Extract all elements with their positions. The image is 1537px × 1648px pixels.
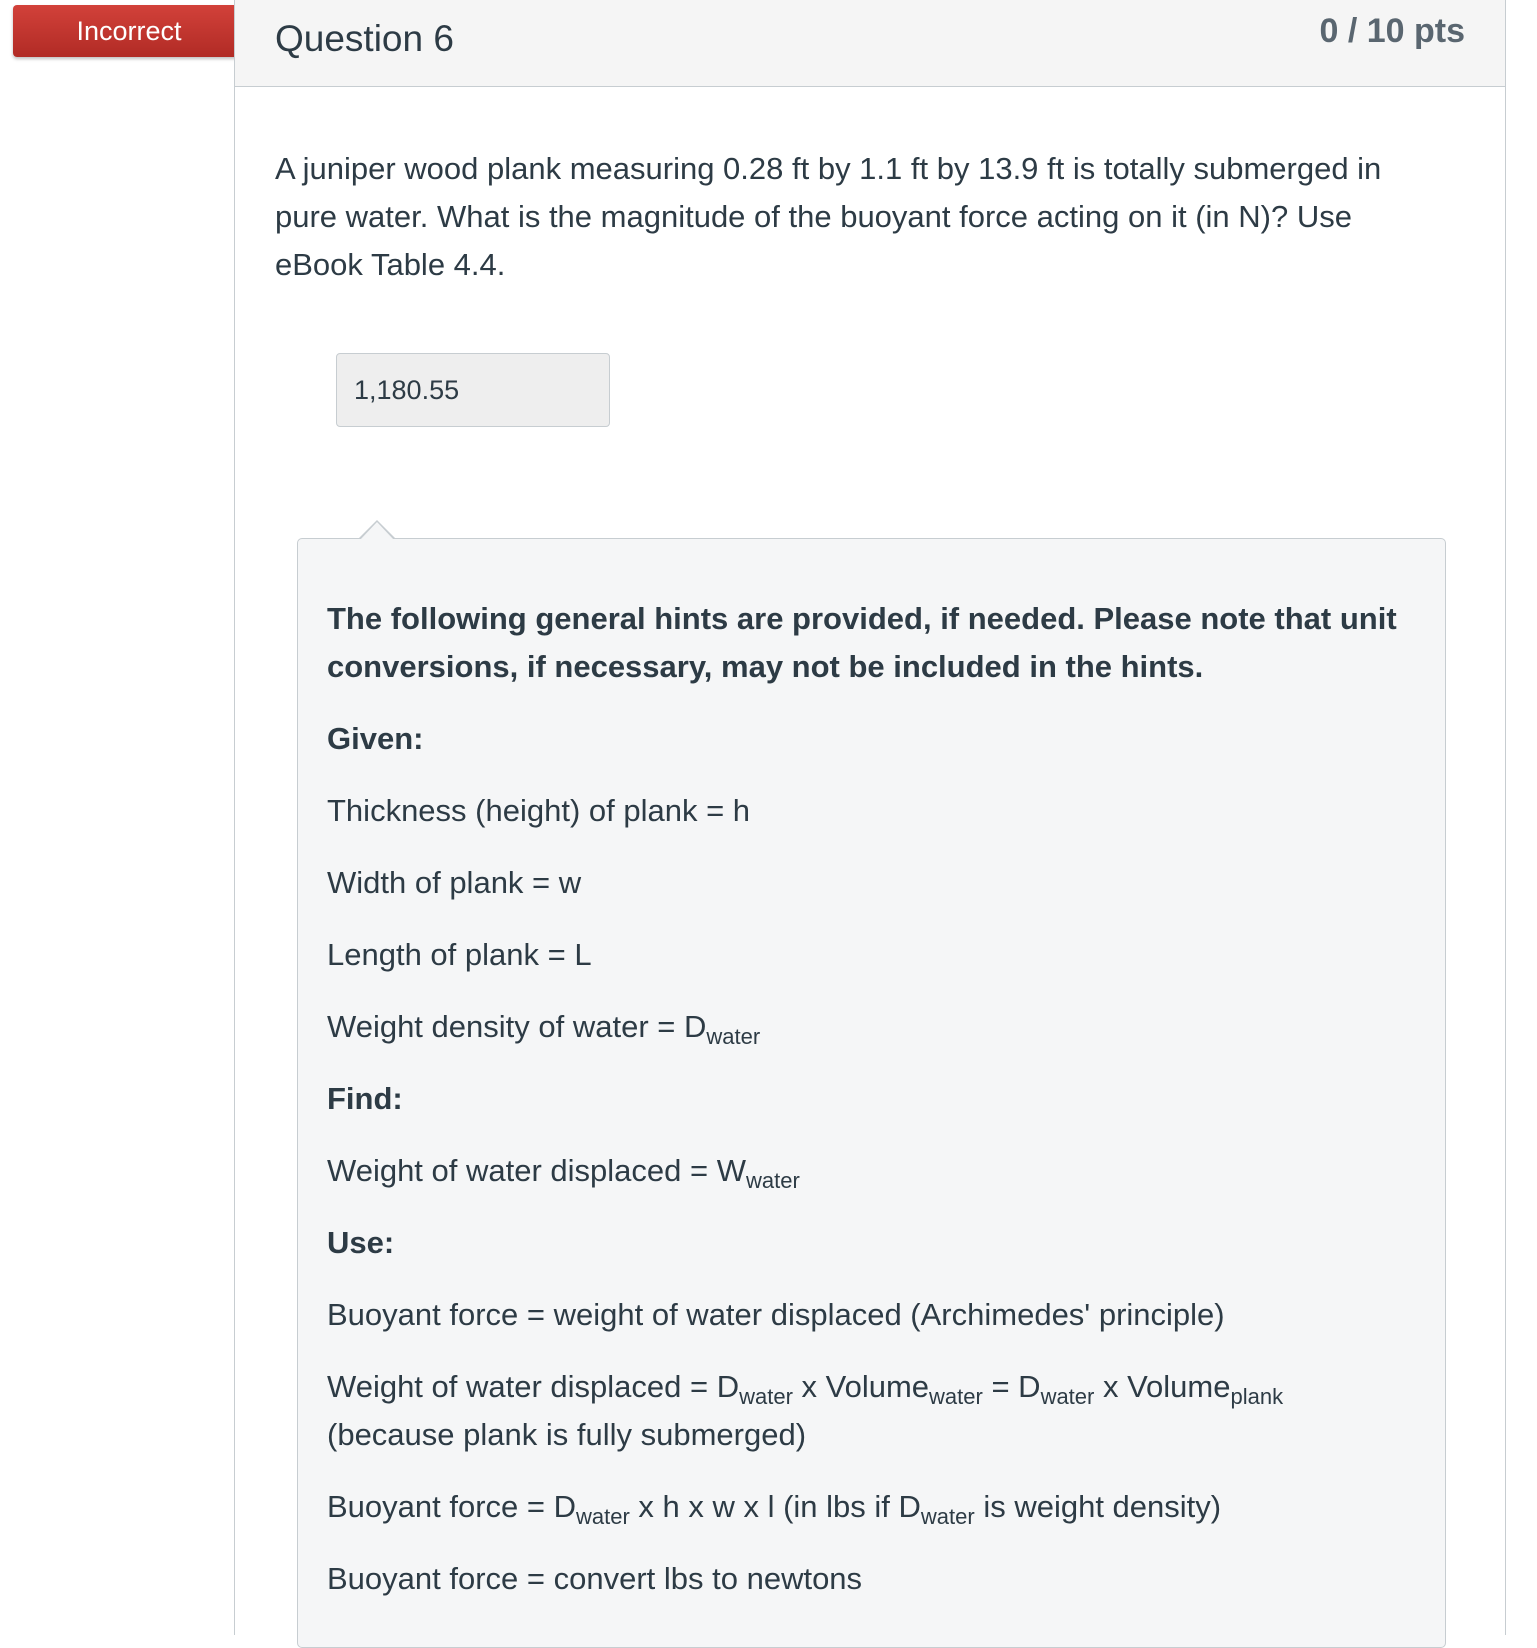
formula-text: x h x w x l (in lbs if D — [629, 1489, 921, 1524]
status-badge-label: Incorrect — [76, 16, 182, 46]
formula-text: x Volume — [1094, 1369, 1231, 1404]
question-title: Question 6 — [275, 18, 454, 59]
use-heading: Use: — [327, 1225, 395, 1260]
hint-pointer-fill — [360, 522, 394, 540]
hints-panel — [297, 538, 1446, 1648]
given-density-text: Weight density of water = D — [327, 1009, 707, 1044]
given-length: Length of plank = L — [327, 937, 592, 972]
subscript-water: water — [706, 1024, 761, 1049]
use-convert: Buoyant force = convert lbs to newtons — [327, 1561, 863, 1596]
answer-field[interactable]: 1,180.55 — [336, 353, 610, 427]
formula-text: Weight of water displaced = D — [327, 1369, 740, 1404]
subscript-water: water — [929, 1384, 983, 1409]
given-density — [327, 1003, 760, 1051]
given-thickness: Thickness (height) of plank = h — [327, 793, 751, 828]
given-heading: Given: — [327, 721, 424, 756]
formula-text: is weight density) — [974, 1489, 1222, 1524]
subscript-water: water — [576, 1504, 630, 1529]
given-width: Width of plank = w — [327, 865, 582, 900]
formula-text: Buoyant force = D — [327, 1489, 576, 1524]
question-text-line: pure water. What is the magnitude of the buoyant force acting on it (in N)? Use — [275, 199, 1352, 234]
subscript-water: water — [920, 1504, 975, 1529]
question-text-line: A juniper wood plank measuring 0.28 ft by 1.1 ft by 13.9 ft is totally submerged in — [275, 151, 1382, 186]
use-archimedes: Buoyant force = weight of water displaced (Archimedes' principle) — [327, 1297, 1225, 1332]
find-weight-text: Weight of water displaced = W — [327, 1153, 746, 1188]
question-header — [235, 0, 1505, 87]
use-buoyant-formula — [327, 1483, 1221, 1531]
use-weight-note: (because plank is fully submerged) — [327, 1417, 807, 1452]
subscript-water: water — [745, 1168, 800, 1193]
use-weight-formula — [327, 1363, 1283, 1411]
formula-text: x Volume — [792, 1369, 930, 1404]
question-points: 0 / 10 pts — [1319, 12, 1465, 50]
question-text — [275, 145, 1435, 289]
question-text-line: eBook Table 4.4. — [275, 247, 506, 282]
find-heading: Find: — [327, 1081, 403, 1116]
formula-text: = D — [982, 1369, 1041, 1404]
hints-intro: conversions, if necessary, may not be included in the hints. — [327, 649, 1204, 684]
subscript-water: water — [1040, 1384, 1095, 1409]
subscript-plank: plank — [1230, 1384, 1284, 1409]
question-card — [234, 0, 1506, 1635]
find-weight — [327, 1147, 800, 1195]
subscript-water: water — [739, 1384, 793, 1409]
incorrect-ribbon — [13, 5, 245, 57]
hints-intro: The following general hints are provided, if needed. Please note that unit — [327, 601, 1397, 636]
